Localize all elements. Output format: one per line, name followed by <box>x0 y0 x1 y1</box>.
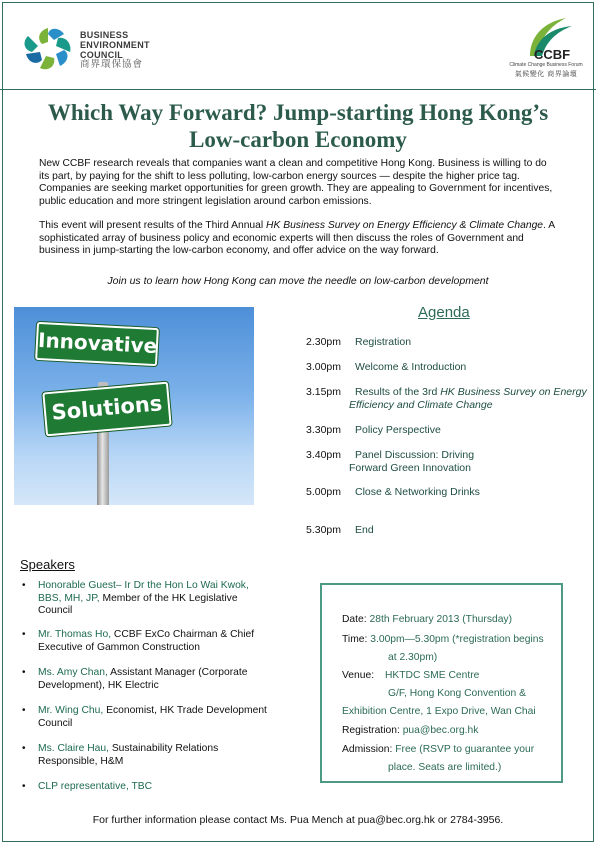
agenda-activity: Policy Perspective <box>355 424 441 436</box>
intro-paragraph-1: New CCBF research reveals that companies want a clean and competitive Hong Kong. Business is willing to do its part, by paying for the shift to less polluting, low-carbon energy sources — despite the higher price tag. Companies are seeking market opportunities for green growth. They are appealing to Government for incentives, public education and more stringent legislation around carbon emissions. <box>39 158 553 207</box>
speaker-text <box>22 580 272 618</box>
bec-line1: BUSINESS <box>80 30 129 40</box>
intro-paragraph-2 <box>39 220 559 258</box>
info-registration <box>342 725 478 737</box>
speaker-item <box>22 629 272 654</box>
agenda-time: 3.00pm <box>306 361 342 373</box>
bullet: • <box>22 705 26 716</box>
venue-value: HKTDC SME Centre <box>384 670 480 681</box>
speaker-text <box>22 705 272 730</box>
speaker-item <box>22 743 272 768</box>
speakers-title: Speakers <box>20 557 75 572</box>
ccbf-subtitle: Climate Change Business Forum <box>509 62 583 68</box>
speaker-item <box>22 705 272 730</box>
speaker-item <box>22 667 272 692</box>
page-title <box>0 99 596 153</box>
venue-value-line2: G/F, Hong Kong Convention & <box>388 688 526 699</box>
speaker-name: Ms. Amy Chan, <box>38 667 108 678</box>
agenda-time: 3.15pm <box>306 386 342 398</box>
admission-value-cont: place. Seats are limited.) <box>388 762 502 773</box>
agenda-time: 3.30pm <box>306 424 342 436</box>
agenda-activity-prefix: Results of the 3rd <box>355 386 441 398</box>
speaker-text <box>22 743 272 768</box>
intro-text <box>39 158 559 270</box>
admission-value: Free (RSVP to guarantee your <box>395 744 535 755</box>
info-venue <box>342 670 479 682</box>
agenda-time: 5.00pm <box>306 486 342 498</box>
speaker-role: Member of the HK Legislative Council <box>38 592 238 616</box>
agenda-activity: Close & Networking Drinks <box>355 486 480 498</box>
agenda-time: 5.30pm <box>306 524 342 536</box>
speaker-role: Sustainability Relations Responsible, H&M <box>38 743 219 767</box>
agenda-activity: Welcome & Introduction <box>355 361 467 373</box>
intro-p2-before: This event will present results of the Third Annual <box>39 220 267 231</box>
speaker-name: Mr. Wing Chu, <box>38 705 104 716</box>
bullet: • <box>22 580 26 591</box>
event-info-box <box>320 583 563 783</box>
sign-solutions: Solutions <box>42 382 171 437</box>
date-label: Date: <box>342 614 367 625</box>
time-value: 3.00pm—5.30pm (*registration begins <box>370 634 544 645</box>
agenda-activity: End <box>355 524 374 536</box>
agenda-time: 3.40pm <box>306 449 342 461</box>
speaker-item <box>22 580 272 618</box>
agenda-item <box>306 336 411 349</box>
title-line2: Low-carbon Economy <box>189 127 407 152</box>
speaker-text <box>22 667 272 692</box>
speaker-role: Economist, HK Trade Development Council <box>38 705 267 729</box>
bec-line3: COUNCIL <box>80 50 124 60</box>
registration-email[interactable]: pua@bec.org.hk <box>402 725 479 736</box>
agenda-item <box>306 424 441 437</box>
venue-value-line3: Exhibition Centre, 1 Expo Drive, Wan Chai <box>342 706 536 717</box>
title-line1: Which Way Forward? Jump-starting Hong Kong’s <box>47 100 549 125</box>
info-time <box>342 634 544 646</box>
bullet: • <box>22 629 26 640</box>
sign-innovative: Innovative <box>35 322 159 366</box>
admission-label: Admission: <box>342 744 393 755</box>
speaker-item <box>22 781 272 794</box>
signpost-image <box>14 307 254 505</box>
speaker-name: Honorable Guest– Ir Dr the Hon Lo Wai Kwok, BBS, MH, JP, <box>38 580 249 604</box>
intro-p2-after: . A sophisticated array of business policy and economic experts will then discuss the roles of Government and business in jump-starting the low-carbon economy, and offer advice on the way forward. <box>39 220 555 256</box>
time-label: Time: <box>342 634 368 645</box>
bec-name <box>80 30 150 70</box>
speaker-name: Mr. Thomas Ho, <box>38 629 112 640</box>
agenda-activity-survey-cont: Efficiency and Climate Change <box>349 399 493 411</box>
speaker-text <box>22 629 272 654</box>
date-value: 28th February 2013 (Thursday) <box>369 614 513 625</box>
bullet: • <box>22 743 26 754</box>
agenda-item <box>306 524 374 537</box>
bullet: • <box>22 781 26 792</box>
bec-pinwheel-logo-icon <box>20 24 76 72</box>
speaker-name: Ms. Claire Hau, <box>38 743 109 754</box>
bullet: • <box>22 667 26 678</box>
footer-contact: For further information please contact Ms. Pua Mench at pua@bec.org.hk or 2784-3956. <box>92 814 504 826</box>
bec-chinese-name: 商界環保協會 <box>80 59 144 70</box>
header <box>0 0 596 90</box>
ccbf-name: CCBF <box>534 47 571 62</box>
agenda-item <box>306 449 474 475</box>
speaker-name: CLP representative, TBC <box>38 781 153 792</box>
agenda-activity-cont: Forward Green Innovation <box>349 462 471 474</box>
ccbf-chinese-name: 氣候變化 商界論壇 <box>514 71 578 78</box>
agenda-title: Agenda <box>418 304 470 321</box>
bec-line2: ENVIRONMENT <box>80 40 150 50</box>
agenda-activity: Registration <box>355 336 412 348</box>
registration-label: Registration: <box>342 725 400 736</box>
info-admission <box>342 744 534 756</box>
speaker-role: Assistant Manager (Corporate Development), HK Electric <box>38 667 248 691</box>
agenda-item <box>306 386 587 412</box>
agenda-time: 2.30pm <box>306 336 342 348</box>
speaker-role: CCBF ExCo Chairman & Chief Executive of Gammon Construction <box>38 629 255 653</box>
venue-label: Venue: <box>342 670 375 681</box>
agenda-activity-survey: HK Business Survey on Energy <box>440 386 587 398</box>
survey-title: HK Business Survey on Energy Efficiency & Climate Change <box>266 220 544 231</box>
agenda-activity: Panel Discussion: Driving <box>355 449 475 461</box>
time-value-cont: at 2.30pm) <box>388 652 438 663</box>
join-tagline: Join us to learn how Hong Kong can move the needle on low-carbon development <box>107 275 489 287</box>
speaker-text <box>22 781 272 794</box>
info-date <box>342 614 512 626</box>
agenda-item <box>306 486 480 499</box>
agenda-item <box>306 361 466 374</box>
